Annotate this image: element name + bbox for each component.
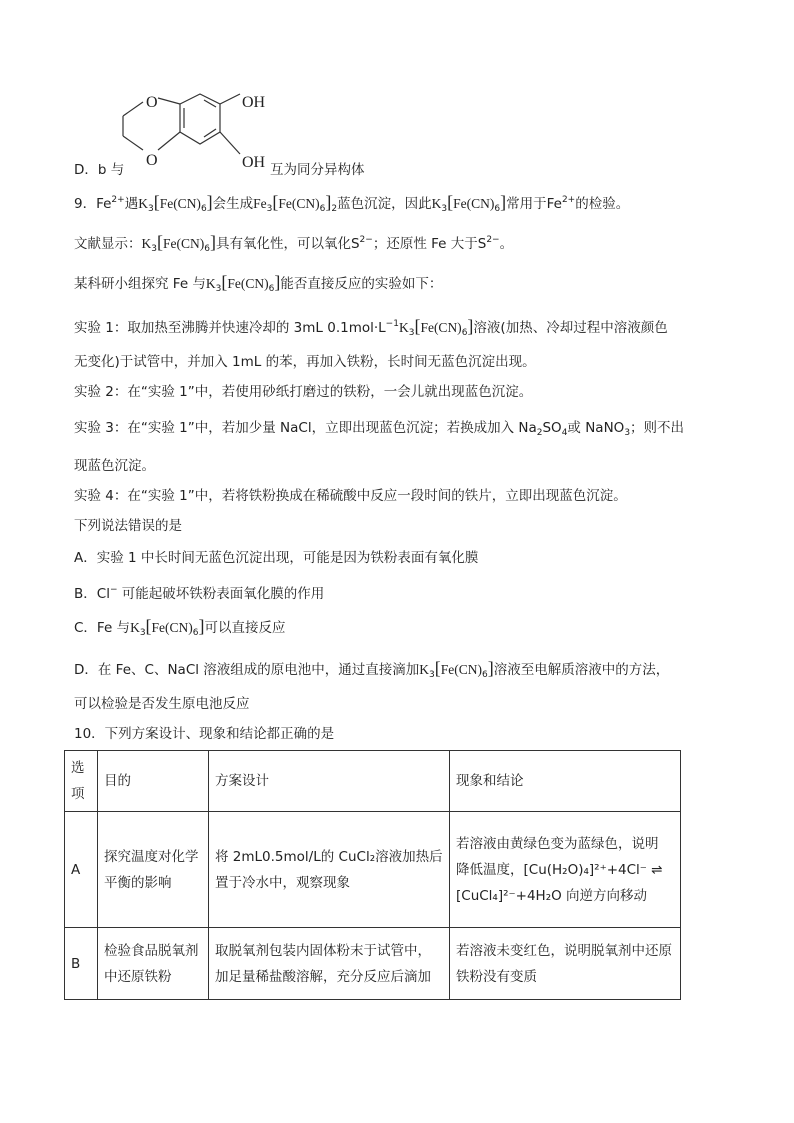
- row-result: 若溶液由黄绿色变为蓝绿色，说明 降低温度，[Cu(H₂O)₄]²⁺+4Cl⁻ ⇌ [CuCl₄]²⁻+4H₂O 向逆方向移动: [450, 812, 681, 928]
- header-result: 现象和结论: [450, 751, 681, 812]
- q10-options-table: [64, 750, 681, 1000]
- q9-intro: 某科研小组探究 Fe 与$K_3[Fe(CN)_6]$能否直接反应的实验如下：: [74, 272, 442, 299]
- q9-literature: 文献显示：$K_3[Fe(CN)_6]$具有氧化性，可以氧化$S^{2-}$；还原性 Fe 大于$S^{2-}$。: [74, 230, 513, 259]
- q8-option-d-suffix: 互为同分异构体: [270, 162, 365, 178]
- row-purpose: 探究温度对化学平衡的影响: [98, 812, 209, 928]
- q9-experiment-3: 实验 3：在“实验 1”中，若加少量 NaCl，立即出现蓝色沉淀；若换成加入 $Na_2SO_4$或 NaNO$_3$；则不出: [74, 420, 685, 438]
- q9-stem-fe: 9．Fe: [74, 196, 112, 212]
- ferricyanide-formula: $K_3[Fe(CN)_6]$: [205, 272, 281, 294]
- header-option: 选 项: [65, 751, 98, 812]
- header-design: 方案设计: [209, 751, 450, 812]
- ferricyanide-formula: $K_3[Fe(CN)_6]$: [141, 232, 216, 254]
- header-purpose: 目的: [98, 751, 209, 812]
- q9-option-b: B．Cl− 可能起破坏铁粉表面氧化膜的作用: [74, 585, 325, 602]
- row-design: 将 2mL0.5mol/L的 CuCl₂溶液加热后置于冷水中，观察现象: [209, 812, 450, 928]
- q8-option-d-prefix: D．b 与: [74, 162, 125, 178]
- row-design: 取脱氧剂包装内固体粉末于试管中，加足量稀盐酸溶解，充分反应后滴加: [209, 928, 450, 1000]
- q9-option-d-line2: 可以检验是否发生原电池反应: [74, 696, 250, 712]
- q9-question: 下列说法错误的是: [74, 518, 182, 534]
- row-result: 若溶液未变红色，说明脱氧剂中还原铁粉没有变质: [450, 928, 681, 1000]
- hydroxyl-label-top: OH: [242, 94, 266, 111]
- q9-experiment-2: 实验 2：在“实验 1”中，若使用砂纸打磨过的铁粉，一会儿就出现蓝色沉淀。: [74, 384, 533, 400]
- table-header-row: [65, 751, 681, 812]
- q10-title: 10．下列方案设计、现象和结论都正确的是: [74, 726, 335, 742]
- oxygen-label-top: O: [146, 94, 158, 111]
- q9-stem-text: 会生成: [212, 196, 254, 212]
- ferricyanide-formula: $K_3[Fe(CN)_6]$: [398, 316, 474, 338]
- q9-option-d: D．在 Fe、C、NaCl 溶液组成的原电池中，通过直接滴加$K_3[Fe(CN)_6]$溶液至电解质溶液中的方法，: [74, 658, 669, 685]
- q9-stem-text: 蓝色沉淀，因此: [337, 196, 432, 212]
- ferricyanide-formula: $K_3[Fe(CN)_6]$: [431, 192, 507, 214]
- q9-experiment-3-line2: 现蓝色沉淀。: [74, 458, 155, 474]
- table-row: [65, 928, 681, 1000]
- turnbull-blue-formula: $Fe_3[Fe(CN)_6]_2$: [253, 192, 338, 214]
- row-label: B: [65, 928, 98, 1000]
- ion-charge: 2+: [561, 195, 576, 205]
- table-row: [65, 812, 681, 928]
- q9-experiment-4: 实验 4：在“实验 1”中，若将铁粉换成在稀硫酸中反应一段时间的铁片，立即出现蓝色沉淀。: [74, 488, 627, 504]
- q9-stem-text: 遇: [124, 196, 139, 212]
- q9-experiment-1-line2: 无变化)于试管中，并加入 1mL 的苯，再加入铁粉，长时间无蓝色沉淀出现。: [74, 354, 536, 370]
- ferricyanide-formula: $K_3[Fe(CN)_6]$: [138, 192, 213, 214]
- hydroxyl-label-bottom: OH: [242, 154, 266, 171]
- q9-stem-text: 常用于Fe: [506, 196, 562, 212]
- q9-option-c: C．Fe 与$K_3[Fe(CN)_6]$可以直接反应: [74, 616, 286, 643]
- q9-stem: [74, 190, 629, 219]
- ion-charge: 2+: [111, 195, 125, 205]
- ferricyanide-formula: $K_3[Fe(CN)_6]$: [130, 616, 205, 638]
- q9-option-a: A．实验 1 中长时间无蓝色沉淀出现，可能是因为铁粉表面有氧化膜: [74, 550, 479, 566]
- row-label: A: [65, 812, 98, 928]
- row-purpose: 检验食品脱氧剂中还原铁粉: [98, 928, 209, 1000]
- q9-stem-text: 的检验。: [575, 196, 630, 212]
- q9-experiment-1: 实验 1：取加热至沸腾并快速冷却的 3mL $0.1mol\cdot L^{-1}K_3[Fe(CN)_6]$溶液(加热、冷却过程中溶液颜色: [74, 314, 668, 343]
- oxygen-label-bottom: O: [146, 152, 158, 169]
- ferricyanide-formula: $K_3[Fe(CN)_6]$: [419, 658, 494, 680]
